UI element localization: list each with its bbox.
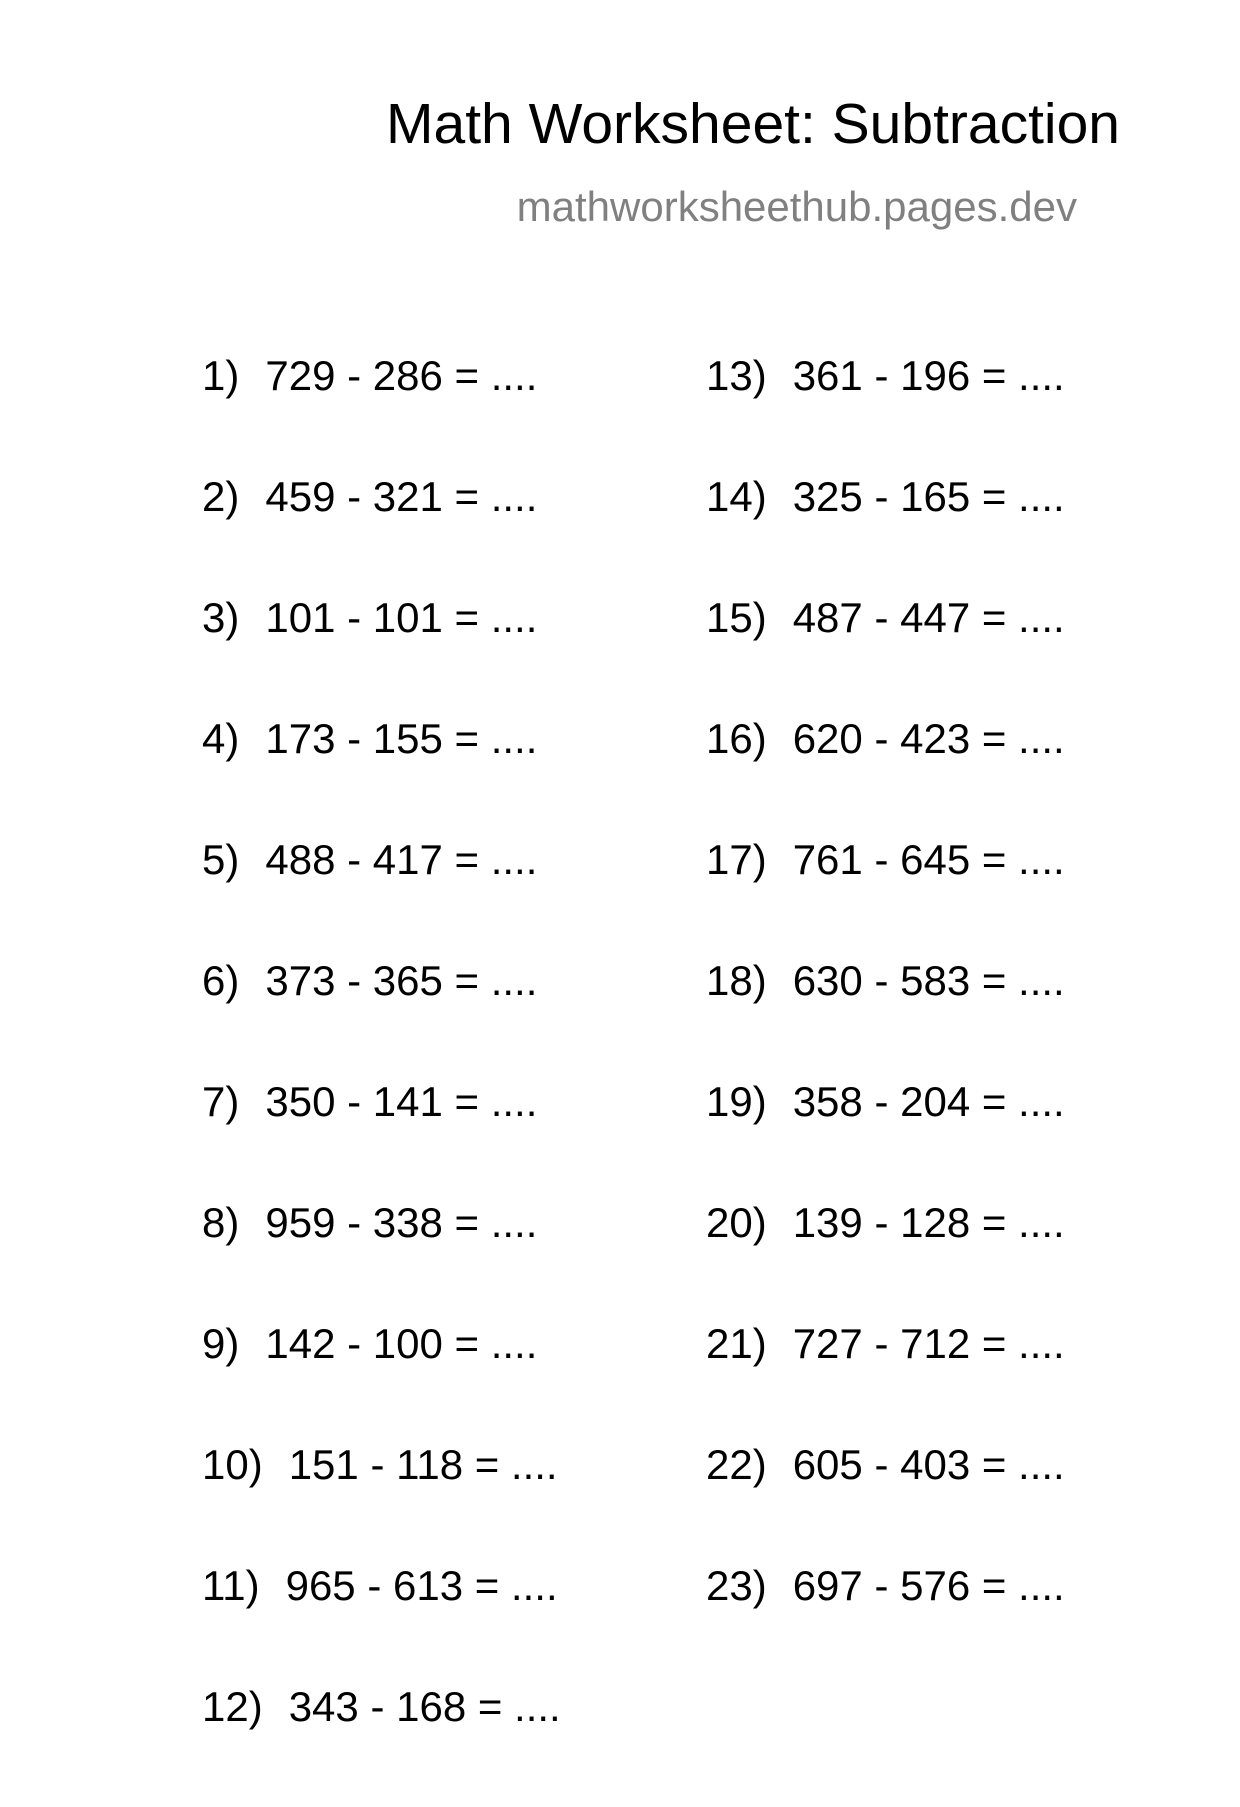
problem-item [202,352,561,476]
problem-item [202,594,561,718]
problem-number: 23) [706,1562,767,1609]
problem-expression: 373 - 365 = .... [265,957,538,1004]
problem-expression: 959 - 338 = .... [265,1199,538,1246]
problem-number: 12) [202,1683,263,1730]
problem-expression: 727 - 712 = .... [792,1320,1065,1367]
problem-item [706,1078,1065,1202]
problem-column-right [706,352,1065,1686]
problem-expression: 630 - 583 = .... [792,957,1065,1004]
problem-item [706,473,1065,597]
problem-item [202,473,561,597]
problem-item [202,1320,561,1444]
problem-expression: 620 - 423 = .... [792,715,1065,762]
problem-item [202,836,561,960]
problem-expression: 142 - 100 = .... [265,1320,538,1367]
problem-expression: 488 - 417 = .... [265,836,538,883]
worksheet-title: Math Worksheet: Subtraction [386,92,1120,156]
problem-number: 19) [706,1078,767,1125]
problem-item [202,1199,561,1323]
problem-expression: 965 - 613 = .... [285,1562,558,1609]
problem-expression: 325 - 165 = .... [792,473,1065,520]
problem-number: 18) [706,957,767,1004]
problem-expression: 697 - 576 = .... [792,1562,1065,1609]
problem-number: 14) [706,473,767,520]
problem-number: 6) [202,957,240,1004]
problem-item [202,1078,561,1202]
problem-expression: 101 - 101 = .... [265,594,538,641]
problem-item [706,1562,1065,1686]
problem-number: 11) [202,1562,260,1609]
problem-item [706,836,1065,960]
problem-item [706,1320,1065,1444]
problem-expression: 729 - 286 = .... [265,352,538,399]
problem-number: 16) [706,715,767,762]
problem-number: 21) [706,1320,767,1367]
problem-expression: 139 - 128 = .... [792,1199,1065,1246]
problem-expression: 343 - 168 = .... [288,1683,561,1730]
problem-number: 10) [202,1441,263,1488]
problem-column-left [202,352,561,1807]
problem-number: 15) [706,594,767,641]
problem-number: 2) [202,473,240,520]
problem-item [706,1199,1065,1323]
problem-number: 3) [202,594,240,641]
problem-item [202,715,561,839]
problem-item [706,1441,1065,1565]
problem-number: 1) [202,352,240,399]
problem-number: 20) [706,1199,767,1246]
problem-item [706,957,1065,1081]
problem-item [706,352,1065,476]
problem-expression: 173 - 155 = .... [265,715,538,762]
problem-number: 13) [706,352,767,399]
problem-number: 8) [202,1199,240,1246]
problem-expression: 350 - 141 = .... [265,1078,538,1125]
problem-expression: 358 - 204 = .... [792,1078,1065,1125]
problem-number: 5) [202,836,240,883]
problem-number: 7) [202,1078,240,1125]
problem-expression: 151 - 118 = .... [288,1441,558,1488]
problem-expression: 361 - 196 = .... [792,352,1065,399]
website-url: mathworksheethub.pages.dev [516,183,1077,230]
problem-number: 17) [706,836,767,883]
problem-item [202,1562,561,1686]
problem-item [202,1441,561,1565]
problem-expression: 487 - 447 = .... [792,594,1065,641]
problem-expression: 761 - 645 = .... [792,836,1065,883]
problem-expression: 605 - 403 = .... [792,1441,1065,1488]
problem-item [706,715,1065,839]
problem-number: 9) [202,1320,240,1367]
problem-number: 22) [706,1441,767,1488]
problem-expression: 459 - 321 = .... [265,473,538,520]
problem-item [202,1683,561,1807]
problem-number: 4) [202,715,240,762]
problem-item [706,594,1065,718]
problem-item [202,957,561,1081]
